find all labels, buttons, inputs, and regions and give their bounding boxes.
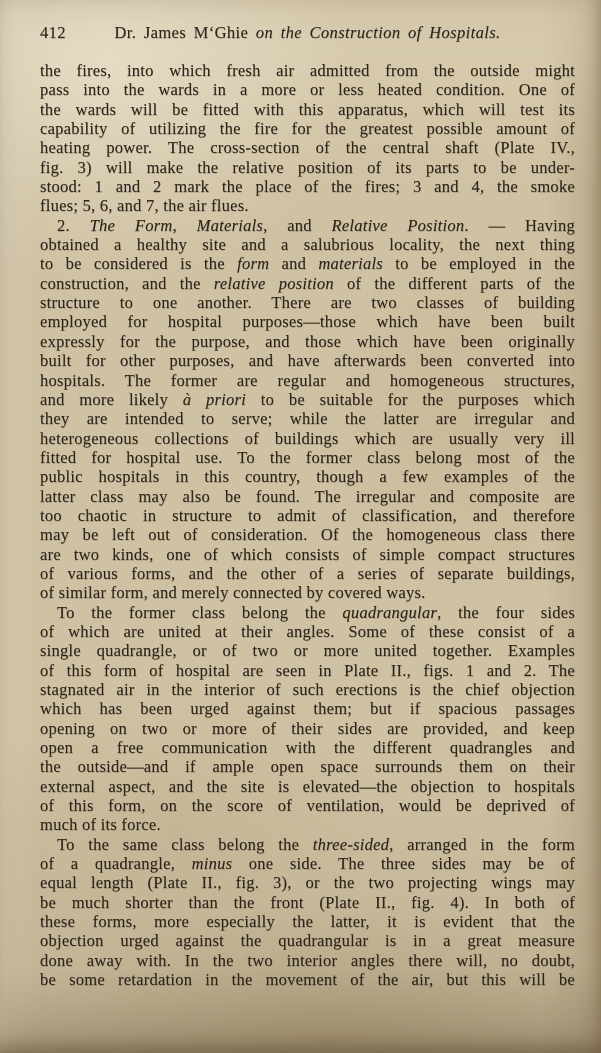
text-segment: and more likely: [40, 389, 183, 409]
text-line: [40, 196, 575, 215]
text-line: [40, 757, 575, 776]
text-segment: opening on two or more of their sides are provided, and keep: [40, 718, 575, 738]
text-line: [40, 525, 575, 544]
paragraph: [40, 216, 575, 603]
text-line: [40, 332, 575, 351]
text-line: [40, 61, 575, 80]
text-segment: heating power. The cross-section of the central shaft (Plate IV.,: [40, 138, 575, 158]
text-segment: much of its force.: [40, 815, 161, 835]
text-line: [40, 312, 575, 331]
text-line: [40, 699, 575, 718]
text-line: [40, 564, 575, 583]
text-segment: of this form, on the score of ventilation, would be deprived of: [40, 796, 575, 816]
text-segment: structure to one another. There are two classes of building: [40, 293, 575, 313]
paragraph: [40, 61, 575, 216]
italic-text-segment: Relative Position: [331, 215, 465, 235]
text-segment: these forms, more especially the latter, it is evident that the: [40, 912, 575, 932]
text-segment: of various forms, and the other of a series of separate buildings,: [40, 563, 575, 583]
text-line: [40, 351, 575, 370]
text-segment: public hospitals in this country, though a few examples of the: [40, 467, 575, 487]
text-segment: expressly for the purpose, and those which have been originally: [40, 331, 575, 351]
text-segment: . — Having: [464, 215, 576, 235]
text-line: [40, 893, 575, 912]
text-segment: stagnated air in the interior of such erections is the chief objection: [40, 680, 575, 699]
text-line: [40, 815, 575, 834]
text-line: [40, 467, 575, 486]
text-segment: of similar form, and merely connected by covered ways.: [40, 583, 426, 603]
text-line: [40, 738, 575, 757]
italic-text-segment: three-sided: [312, 834, 390, 854]
text-segment: objection urged against the quadrangular is in a great measure: [40, 931, 575, 951]
page-body: [40, 61, 575, 990]
text-line: [40, 835, 575, 854]
text-line: [40, 390, 575, 409]
text-line: [40, 719, 575, 738]
italic-text-segment: form: [237, 254, 270, 274]
text-line: [40, 487, 575, 506]
text-segment: obtained a healthy site and a salubrious locality, the next thing: [40, 235, 575, 255]
italic-text-segment: Materials: [196, 215, 264, 235]
text-line: [40, 506, 575, 525]
text-segment: stood: 1 and 2 mark the place of the fires; 3 and 4, the smoke: [40, 177, 575, 197]
text-segment: open a free communication with the different quadrangles and: [40, 738, 575, 758]
text-line: [40, 796, 575, 815]
text-segment: of this form of hospital are seen in Plate II., figs. 1 and 2. The: [40, 660, 575, 680]
italic-text-segment: minus: [191, 854, 233, 874]
text-segment: external aspect, and the site is elevated—the objection to hospitals: [40, 776, 575, 796]
text-segment: of which are united at their angles. Some of these consist of a: [40, 621, 575, 641]
italic-text-segment: The Form: [89, 215, 173, 235]
text-line: [40, 583, 575, 602]
text-segment: construction, and the: [40, 273, 214, 293]
text-line: [40, 777, 575, 796]
running-title-author: Dr. James M‘Ghie: [114, 23, 256, 42]
text-segment: one side. The three sides may be of: [232, 854, 575, 874]
text-segment: pass into the wards in a more or less heated condition. One of: [40, 80, 575, 100]
text-line: [40, 931, 575, 950]
italic-text-segment: relative position: [213, 273, 334, 293]
text-segment: To the former class belong the: [57, 602, 343, 622]
paragraph: [40, 603, 575, 835]
text-segment: to be employed in the: [382, 254, 576, 274]
running-title-subject: on the Construction of Hospitals.: [255, 23, 501, 42]
text-line: [40, 235, 575, 254]
text-segment: too chaotic in structure to admit of classification, and therefore: [40, 505, 575, 525]
text-segment: be much shorter than the front (Plate II., fig. 4). In both of: [40, 892, 575, 912]
text-segment: and: [269, 254, 319, 274]
text-segment: which has been urged against them; but if spacious passages: [40, 699, 575, 719]
text-segment: fig. 3) will make the relative position of its parts to be under-: [40, 157, 575, 177]
running-header: [40, 23, 575, 45]
text-segment: flues; 5, 6, and 7, the air flues.: [40, 196, 249, 216]
text-line: [40, 100, 575, 119]
text-segment: they are intended to serve; while the latter are irregular and: [40, 409, 575, 429]
text-line: [40, 177, 575, 196]
text-line: [40, 119, 575, 138]
text-segment: of the different parts of the: [333, 273, 575, 293]
text-segment: 2.: [57, 215, 90, 235]
text-segment: of a quadrangle,: [40, 854, 192, 874]
text-segment: the fires, into which fresh air admitted from the outside might: [40, 61, 575, 80]
text-segment: , and: [263, 215, 332, 235]
italic-text-segment: materials: [318, 254, 383, 274]
text-line: [40, 603, 575, 622]
text-line: [40, 641, 575, 660]
text-segment: heterogeneous collections of buildings which are usually very ill: [40, 428, 575, 448]
text-line: [40, 448, 575, 467]
text-segment: built for other purposes, and have afterwards been converted into: [40, 351, 575, 371]
paragraph: [40, 835, 575, 990]
text-segment: , arranged in the form: [389, 834, 575, 854]
text-segment: , the four sides: [437, 602, 575, 622]
text-line: [40, 254, 575, 273]
text-segment: equal length (Plate II., fig. 3), or the two projecting wings may: [40, 873, 575, 893]
text-segment: to be suitable for the purposes which: [246, 389, 576, 409]
text-segment: ,: [172, 215, 197, 235]
text-segment: the outside—and if ample open space surrounds them on their: [40, 757, 575, 777]
text-line: [40, 545, 575, 564]
italic-text-segment: quadrangular: [342, 602, 438, 622]
text-line: [40, 158, 575, 177]
text-line: [40, 951, 575, 970]
text-segment: to be considered is the: [40, 254, 238, 274]
text-segment: employed for hospital purposes—those which have been built: [40, 312, 575, 332]
text-segment: To the same class belong the: [57, 834, 313, 854]
text-line: [40, 216, 575, 235]
text-line: [40, 912, 575, 931]
running-title: [40, 23, 575, 43]
text-line: [40, 622, 575, 641]
text-segment: fitted for hospital use. To the former class belong most of the: [40, 447, 575, 467]
text-segment: single quadrangle, or of two or more united together. Examples: [40, 641, 575, 661]
text-segment: done away with. In the two interior angles there will, no doubt,: [40, 950, 575, 970]
text-line: [40, 138, 575, 157]
text-line: [40, 429, 575, 448]
text-segment: the wards will be fitted with this apparatus, which will test its: [40, 99, 575, 119]
text-line: [40, 371, 575, 390]
text-segment: capability of utilizing the fire for the greatest possible amount of: [40, 119, 575, 139]
text-line: [40, 274, 575, 293]
text-line: [40, 409, 575, 428]
italic-text-segment: à priori: [182, 389, 247, 409]
text-segment: latter class may also be found. The irregular and composite are: [40, 486, 575, 506]
text-segment: be some retardation in the movement of the air, but this will be: [40, 970, 575, 990]
text-line: [40, 80, 575, 99]
text-line: [40, 293, 575, 312]
text-line: [40, 854, 575, 873]
text-segment: hospitals. The former are regular and homogeneous structures,: [40, 370, 575, 390]
text-line: [40, 680, 575, 699]
text-line: [40, 873, 575, 892]
text-line: [40, 970, 575, 989]
text-line: [40, 661, 575, 680]
text-segment: are two kinds, one of which consists of simple compact structures: [40, 544, 575, 564]
text-segment: may be left out of consideration. Of the homogeneous class there: [40, 525, 575, 545]
page-number: 412: [40, 23, 66, 42]
